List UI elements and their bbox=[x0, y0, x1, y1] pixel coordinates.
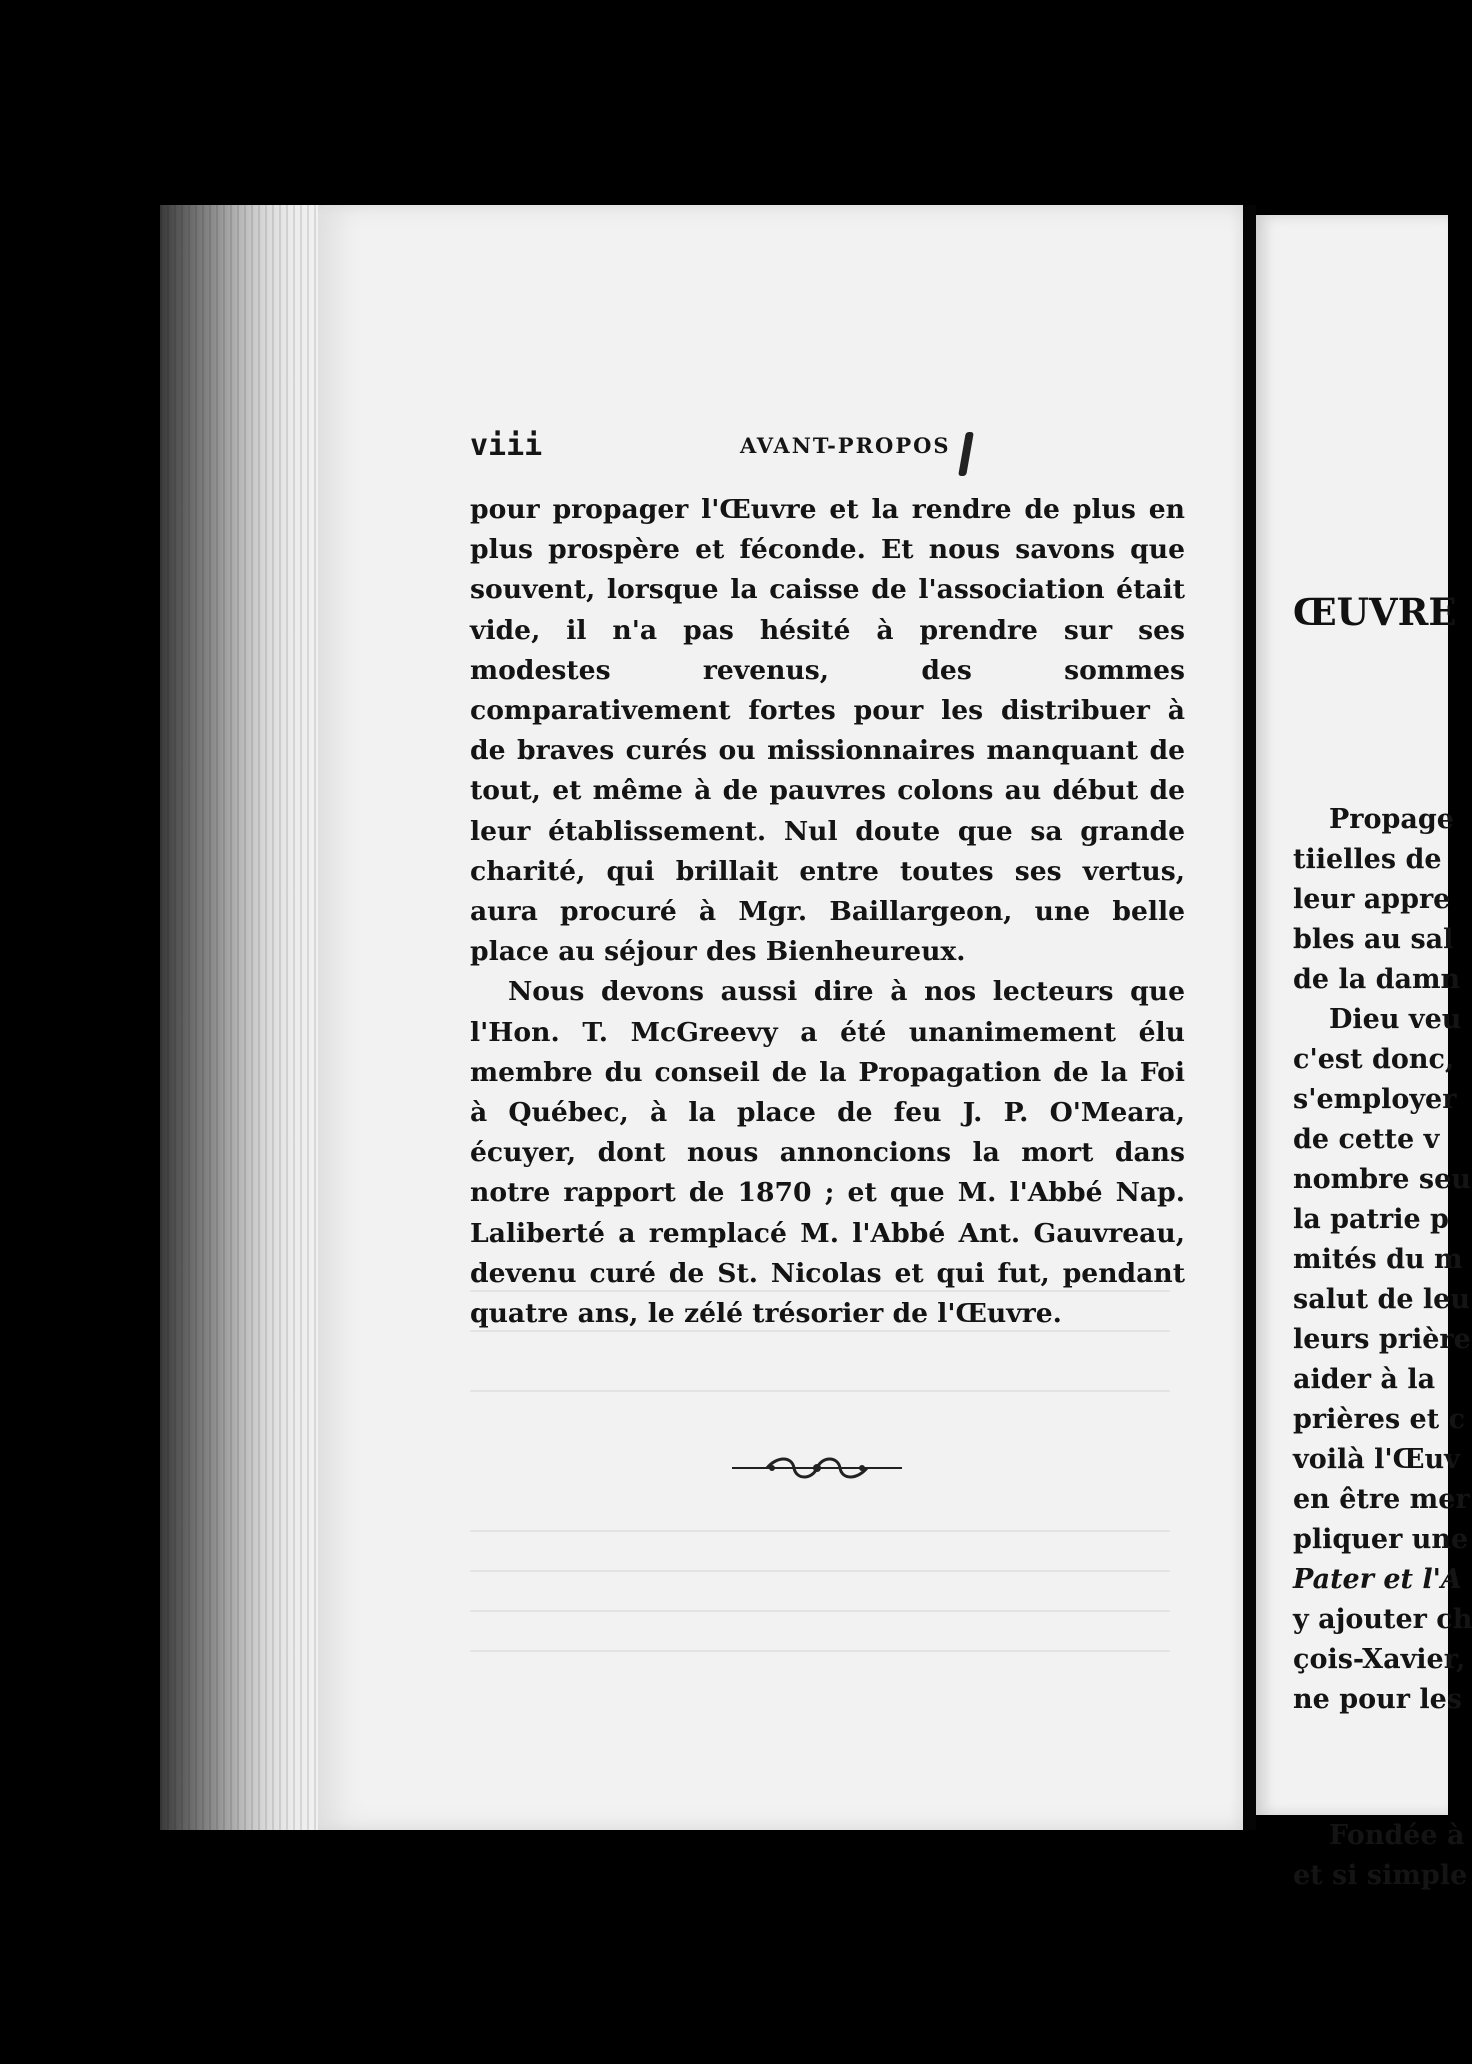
text-line: en être mer bbox=[1293, 1484, 1470, 1515]
running-header bbox=[470, 428, 1190, 468]
text-line: s'employer bbox=[1293, 1084, 1457, 1115]
text-line: leur appre bbox=[1293, 884, 1451, 915]
text-line: salut de leu bbox=[1293, 1284, 1470, 1315]
bleed-through-line bbox=[470, 1610, 1170, 1612]
text-line: tiielles de bbox=[1293, 844, 1442, 875]
text-line: ne pour les bbox=[1293, 1684, 1462, 1715]
text-line: Pater et l'A bbox=[1293, 1564, 1462, 1595]
text-line: mités du m bbox=[1293, 1244, 1463, 1275]
text-line: çois-Xavier, bbox=[1293, 1644, 1466, 1675]
text-line: voilà l'Œuv bbox=[1293, 1444, 1460, 1475]
text-line: et si simple bbox=[1293, 1860, 1468, 1891]
page-body-text bbox=[470, 490, 1185, 1334]
text-line: aider à la bbox=[1293, 1364, 1436, 1395]
paragraph: Nous devons aussi dire à nos lecteurs que l'Hon. T. McGreevy a été unanimement élu membre du conseil de la Propagation de la Foi à Québec, à la place de feu J. P. O'Meara, écuyer, dont nous annoncions la mort dans notre rapport de 1870 ; et que M. l'Abbé Nap. Laliberté a remplacé M. l'Abbé Ant. Gauvreau, devenu curé de St. Nicolas et qui fut, pendant quatre ans, le zélé trésorier de l'Œuvre. bbox=[470, 976, 1185, 1330]
text-line: Dieu veu bbox=[1329, 1004, 1462, 1035]
ornament-divider bbox=[732, 1453, 902, 1483]
bleed-through-line bbox=[470, 1390, 1170, 1392]
text-line: nombre seu bbox=[1293, 1164, 1471, 1195]
text-line: Propage bbox=[1329, 804, 1454, 835]
text-line: c'est donc, bbox=[1293, 1044, 1455, 1075]
page-number: viii bbox=[470, 428, 543, 463]
text-line: la patrie p bbox=[1293, 1204, 1449, 1235]
text-line: de cette v bbox=[1293, 1124, 1440, 1155]
text-line: Fondée à bbox=[1329, 1820, 1465, 1851]
running-title: AVANT-PROPOS bbox=[740, 433, 951, 458]
text-line: bles au sal bbox=[1293, 924, 1454, 955]
bleed-through-line bbox=[470, 1530, 1170, 1532]
text-line: prières et c bbox=[1293, 1404, 1466, 1435]
right-page-text bbox=[1293, 800, 1472, 1896]
right-page-heading: ŒUVRE bbox=[1293, 590, 1457, 634]
bleed-through-line bbox=[470, 1650, 1170, 1652]
paragraph: pour propager l'Œuvre et la rendre de plus en plus prospère et féconde. Et nous savons que souvent, lorsque la caisse de l'association était vide, il n'a pas hésité à prendre sur ses modestes revenus, des sommes comparativement fortes pour les distribuer à de braves curés ou missionnaires manquant de tout, et même à de pauvres colons au début de leur établissement. Nul doute que sa grande charité, qui brillait entre toutes ses vertus, aura procuré à Mgr. Baillargeon, une belle place au séjour des Bienheureux. bbox=[470, 494, 1185, 968]
text-line: leurs prière bbox=[1293, 1324, 1471, 1355]
paragraph-gap bbox=[1293, 1720, 1448, 1816]
text-line: de la damn bbox=[1293, 964, 1461, 995]
text-line: pliquer une bbox=[1293, 1524, 1469, 1555]
bleed-through-line bbox=[470, 1570, 1170, 1572]
book-spine-edge bbox=[160, 205, 330, 1830]
text-line: y ajouter ch bbox=[1293, 1604, 1472, 1635]
page-gutter bbox=[1243, 205, 1256, 1830]
